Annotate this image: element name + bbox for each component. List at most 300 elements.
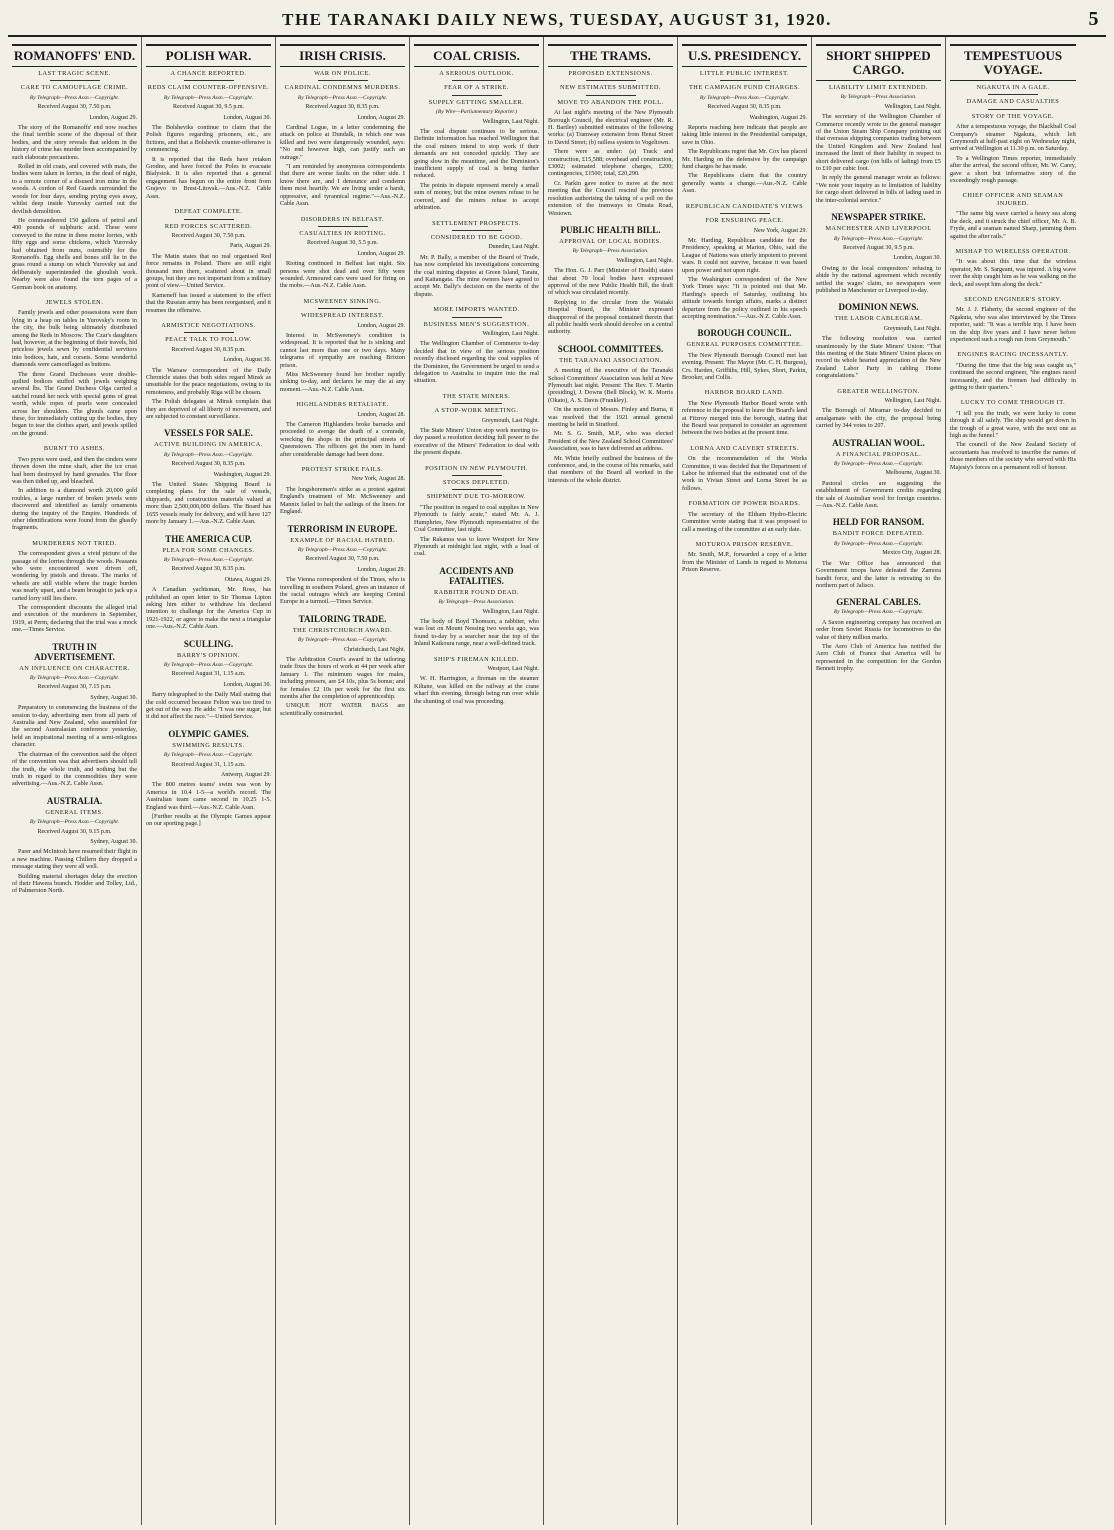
article-paragraph: Pastoral circles are suggesting the establishment of Government credits regarding the sale of Australian wool for foreign countries.—Aus.-N.Z. Cable Assn. (816, 479, 941, 510)
article-paragraph: The correspondent discounts the alleged trial and execution of the murderers in September, 1919, at Perm, declaring that the trial was a mock one.—Times Service. (12, 604, 137, 634)
article-paragraph: Rioting continued in Belfast last night. Six persons were shot dead and over fifty were wounded. Armoured cars were used for firing on the mobs.—Aus.-N.Z. Cable Assn. (280, 260, 405, 290)
article-paragraph: The secretary of the Wellington Chamber of Commerce recently wrote to the general manager of the Union Steam Ship Company pointing out that overseas shipping companies trading between the United Kingdom and New Zealand had increased the limit of their liability in respect to short delivered cargo (on bills of lading) from £5 to £10 per cubic foot. (816, 113, 941, 173)
article-headline: GENERAL CABLES. (836, 597, 921, 608)
article-paragraph: Mr. Smith, M.P., forwarded a copy of a letter from the Minister of Lands in regard to Moturoa Prison Reserve. (682, 551, 807, 574)
article-paragraph: The State Miners' Union stop work meeting to-day passed a resolution deciding full power to the executive of the Miners' Federation to deal with the present dispute. (414, 427, 539, 457)
article-credit: By Telegraph—Press Assn.—Copyright. (833, 461, 924, 468)
article-subheading: SHIP'S FIREMAN KILLED. (433, 655, 520, 663)
divider (452, 80, 502, 81)
article-credit: By Telegraph—Press Assn.—Copyright. (297, 94, 388, 101)
article-paragraph: Interest in McSweeney's condition is widespread. It is reported that he is sinking and cannot last more than one or two days. Many telegrams of sympathy are reaching Brixton prison. (280, 331, 405, 369)
article-paragraph: Kameneff has issued a statement to the effect that the Russian army has been reorganised, and it resumes the offensive. (146, 291, 271, 314)
article-paragraph: He commandeered 150 gallons of petrol and 400 pounds of sulphuric acid. These were conveyed to the mine in three motor lorries, with fifty eggs and some chickens, which Yurovsky had obtained from nuns, ostensibly for the Romanoffs. Egg shells and bones still lie in the grass round a stump on which Yurovsky sat and deliberately superintended the ghoulish work. Nearby were also found the torn pages of a German book on anatomy. (12, 216, 137, 291)
masthead (8, 6, 1106, 37)
article-subheading: A SERIOUS OUTLOOK. (439, 70, 514, 77)
article-headline: SCHOOL COMMITTEES. (557, 343, 664, 354)
article-paragraph: The coal dispute continues to be serious. Definite information has reached Wellington that the coal miners intend to stop work if their demands are not conceded quickly. They are going slow in the meantime, and the Dominion's insufficient supply of coal is being further reduced. (414, 128, 539, 180)
article-dateline: Washington, August 29. (213, 471, 271, 478)
article-subheading: FEAR OF A STRIKE. (444, 84, 509, 92)
article-paragraph: Preparatory to commencing the business of the session to-day, advertising men from all parts of Australia and New Zealand, who assembled for the second Australasian conference yesterday, held an inspirational meeting of a semi-religious character. (12, 704, 137, 749)
article-subheading: NGAKUTA IN A GALE. (976, 84, 1050, 91)
article-paragraph: W. H. Harrington, a fireman on the steamer Kiltane, was killed on the railway at the crane wharf this evening, through being run over while the shunting of coal was proceeding. (414, 675, 539, 705)
article-dateline: Greymouth, Last Night. (883, 325, 941, 332)
article-received: Received August 30, 7.50 p.m. (37, 104, 112, 111)
article-paragraph: There were as under: (a) Track and construction, £15,588; overhead and construction, £3002; estimated telephone charges, £200; contingencies, £1500; total, £20,290. (548, 148, 673, 178)
column-3 (276, 37, 410, 1525)
article-subheading: DAMAGE AND CASUALTIES (966, 98, 1060, 106)
article-subheading: WIDESPREAD INTEREST. (301, 312, 384, 320)
article-received: Received August 30, 7.15 p.m. (37, 684, 112, 691)
article-dateline: New York, August 28. (351, 476, 405, 483)
article-subheading: A FINANCIAL PROPOSAL. (835, 450, 922, 458)
article-dateline: London, August 29. (357, 566, 405, 573)
article-headline: IRISH CRISIS. (280, 44, 405, 67)
article-paragraph: The 800 metres teams' swim was won by America in 10.4 1-5—a world's record. The Australian team came second in 10.25 1-5. England was third.—Aus.-N.Z. Cable Assn. (146, 781, 271, 811)
article-paragraph: Owing to the local compositors' refusing to abide by the national agreement which recently settled the wages' claim, no newspapers were published in Manchester or Liverpool to-day. (816, 264, 941, 294)
article-paragraph: In reply the general manager wrote as follows: "We note your inquiry as to limitation of liability for cargo short delivered in bills of lading used in the inter-colonial service." (816, 174, 941, 204)
article-subheading: THE STATE MINERS. (442, 392, 511, 400)
article-headline: U.S. PRESIDENCY. (682, 44, 807, 67)
article-paragraph: "It was about this time that the wireless operator, Mr. S. Sargeant, was injured. A big wave over the ship caught him as he was walking on the deck, and swept him along the deck." (950, 258, 1076, 288)
article-paragraph: On the motion of Messrs. Finley and Burna, it was resolved that the 1921 annual general meeting be held in Stratford. (548, 406, 673, 429)
divider (50, 80, 100, 81)
article-paragraph: Cardinal Logue, in a letter condemning the attack on police at Dundalk, in which one was killed and two were dangerously wounded, says: "No end however high, can justify such an outrage." (280, 124, 405, 161)
article-subheading: HARBOR BOARD LAND. (704, 389, 785, 397)
article-subheading: A CHANCE REPORTED. (170, 70, 247, 77)
article-paragraph: To a Wellington Times reporter, immediately after the arrival, the second officer, Mr. W. Carey, gave a short but informative story of the exceedingly rough passage. (950, 154, 1076, 185)
article-subheading: REPUBLICAN CANDIDATE'S VIEWS (685, 202, 804, 210)
article (950, 44, 1076, 184)
article-paragraph: After a tempestuous voyage, the Blackball Coal Company's steamer Ngakuta, which left Greymouth at half-past eight on Wednesday night, arrived at Wellington at 11.30 p.m. on Saturday. (950, 123, 1076, 153)
divider (452, 317, 502, 318)
article-received: Received August 31, 1.15 a.m. (171, 761, 246, 768)
article-dateline: London, August 30. (223, 357, 271, 364)
column-8 (946, 37, 1080, 1525)
article-dateline: London, August 28. (357, 411, 405, 418)
article-headline: PUBLIC HEALTH BILL. (560, 224, 661, 235)
article (816, 302, 941, 379)
article-credit: By Telegraph—Press Assn.—Copyright. (163, 556, 254, 563)
column-6 (678, 37, 812, 1525)
article-headline: ACCIDENTS AND FATALITIES. (439, 565, 514, 586)
article-credit: By Telegraph—Press Assn.—Copyright. (29, 675, 120, 682)
divider (318, 226, 368, 227)
article (682, 389, 807, 436)
article-subheading: MURDERERS NOT TRIED. (32, 539, 117, 547)
column-2 (142, 37, 276, 1525)
article-received: Received August 30, 7.50 p.m. (305, 556, 380, 563)
article (816, 212, 941, 294)
divider (318, 308, 368, 309)
article-subheading: PROPOSED EXTENSIONS. (568, 70, 653, 77)
article-paragraph: The body of Boyd Thomson, a rabbiter, who was lost on Mount Nessing two weeks ago, was found to-day by a searcher near the top of the Inland Kaikoura range, near a well-defined track. (414, 617, 539, 648)
article (414, 656, 539, 705)
article (414, 393, 539, 457)
article (682, 445, 807, 492)
article (12, 44, 137, 291)
article-subheading: LORNA AND CALVERT STREETS. (690, 444, 799, 452)
article-subheading: APPROVAL OF LOCAL BODIES. (559, 237, 662, 245)
article-paragraph: The Washington correspondent of the New York Times says: "It is pointed out that Mr. Harding's speech of Saturday, outlining his attitude towards foreign affairs, marks a distinct departure from the policy outlined in his speech accepting nomination."—Aus.-N.Z. Cable Assn. (682, 275, 807, 320)
article-headline: TRUTH IN ADVERTISEMENT. (34, 641, 115, 662)
article-subheading: BARRY'S OPINION. (176, 651, 241, 659)
article-paragraph: Reports reaching here indicate that people are taking little interest in the Presidential campaign, save in Ohio. (682, 124, 807, 146)
article (816, 597, 941, 672)
article-paragraph: Two pyres were used, and then the cinders were thrown down the mine shaft, after the ice crust had been destroyed by hand grenades. The floor was then tidied up, and bleached. (12, 455, 137, 485)
article (816, 388, 941, 430)
divider (452, 475, 502, 476)
article-received: Received August 30, 8.35 p.m. (171, 461, 246, 468)
article-paragraph: The Hon. G. J. Parr (Minister of Health) states that about 70 local bodies have expressed approval of the new Public Health Bill, the draft of which was circulated recently. (548, 267, 673, 297)
article-subheading: GENERAL PURPOSES COMMITTEE. (686, 341, 803, 349)
article (280, 216, 405, 290)
article (146, 729, 271, 828)
article-paragraph: The three Grand Duchesses wore double-quilted bodices stuffed with jewels weighing several lbs. The Grand Duchess Olga carried a satchel round her neck with special gems of great worth, while ropes of pearls were concealed across her shoulders. The ghouls came upon these, for immediately cutting up the bodies, they began to tear the clothes apart, and jewels spilled on the ground. (12, 370, 137, 437)
article-paragraph: Miss McSweeney found her brother rapidly sinking to-day, and declares he may die at any moment.—Aus.-N.Z. Cable Assn. (280, 371, 405, 393)
article-paragraph: The Polish delegates at Minsk complain that they are deprived of all liberty of movement, and are subjected to constant surveillance. (146, 398, 271, 421)
article-paragraph: Rolled in old coats, and covered with mats, the bodies were taken in lorries, in the dead of night, to a remote corner of a disused iron mine in the woods. A cordon of Red Guards surrounded the woods for four days, sending prying eyes away, whilst deep inside Yurovsky carried out the devilish demolition. (12, 163, 137, 215)
article-headline: AUSTRALIA. (46, 795, 103, 806)
article (280, 466, 405, 515)
article-dateline: Wellington, Last Night. (884, 398, 941, 404)
article (280, 524, 405, 606)
article-headline: SHORT SHIPPED CARGO. (816, 44, 941, 81)
article-dateline: Antwerp, August 29. (221, 772, 271, 779)
divider (452, 489, 502, 490)
article-headline: VESSELS FOR SALE. (164, 428, 253, 439)
divider (184, 332, 234, 333)
article-paragraph: The United States Shipping Board is completing plans for the sale of vessels, shipyards, and construction materials valued at more than 2,500,000,000 dollars. The Board has 1655 vessels ready for delivery, and will have 127 more by January 1.—Aus.-N.Z. Cable Assn. (146, 481, 271, 526)
article (682, 44, 807, 195)
article (146, 208, 271, 314)
article-headline: TERRORISM IN EUROPE. (287, 523, 398, 534)
article (682, 328, 807, 381)
page-number: 5 (1088, 8, 1100, 30)
article-paragraph: The points in dispute represent merely a small sum of money, but the mine owners refuse to be coerced, and the miners refuse to accept arbitration. (414, 181, 539, 212)
article-subheading: CASUALTIES IN RIOTING. (299, 229, 386, 237)
article-credit: By Telegraph—Press Assn.—Copyright. (163, 752, 254, 759)
article-dateline: Wellington, Last Night. (482, 118, 539, 125)
divider (988, 109, 1038, 110)
article-subheading: THE TARANAKI ASSOCIATION. (559, 356, 662, 364)
columns-container (8, 37, 1106, 1525)
article-paragraph: The following resolution was carried unanimously by the State Miners' Union: "That this meeting of the State Miners' Union places on record its whole hearted appreciation of the New Zealand Labor Party in cabling Home congratulations." (816, 335, 941, 380)
article-paragraph: The secretary of the Eltham Hydro-Electric Committee wrote stating that it was proposed to call a meeting of the committee at an early date. (682, 510, 807, 533)
article-subheading: MANCHESTER AND LIVERPOOL (825, 225, 932, 233)
article-paragraph: The War Office has announced that Government troops have defeated the Zamora bandit force, and the latter is retreating to the northern part of Jalisco. (816, 559, 941, 589)
article-received: Received August 30, 8.35 p.m. (707, 104, 782, 111)
article-subheading: SWIMMING RESULTS. (172, 741, 245, 749)
article-subheading: MCSWEENEY SINKING. (303, 297, 382, 305)
article-headline: OLYMPIC GAMES. (168, 728, 249, 739)
article-subheading: SUPPLY GETTING SMALLER. (428, 98, 525, 106)
article-subheading: PROTEST STRIKE FAILS. (301, 466, 384, 474)
article-headline: POLISH WAR. (146, 44, 271, 67)
article-subheading: FORMATION OF POWER BOARDS. (688, 500, 801, 508)
article-paragraph: The Warsaw correspondent of the Daily Chronicle states that both sides regard Minsk as unsuitable for the peace negotiations, owing to its remoteness, and probably Riga will be chosen. (146, 366, 271, 396)
divider (452, 95, 502, 96)
article-subheading: HIGHLANDERS RETALIATE. (296, 401, 389, 409)
article-credit: By Telegraph—Press Assn.—Copyright. (29, 94, 120, 101)
article-dateline: Melbourne, August 30. (885, 470, 941, 477)
article-dateline: Washington, August 29. (749, 114, 807, 121)
article (280, 44, 405, 208)
column-4 (410, 37, 544, 1525)
article-paragraph: A Saxon engineering company has received an order from Soviet Russia for locomotives to the value of thirty million marks. (816, 618, 941, 641)
article-paragraph: The story of the Romanoffs' end now reaches the final terrible scene of the disposal of their bodies, and the story reveals that seldom in the history of crime has murder been accompanied by such elaborate precautions. (12, 124, 137, 161)
article-paragraph: The correspondent gives a vivid picture of the passage of the lorries through the woods. Peasants who were encountered were driven off, wondering by pistols and threats. The marks of wheels are still visible where the tragic burden was nearly upset, and a beam brought to jack up a carted lorry still lies there. (12, 550, 137, 602)
article-dateline: New York, August 29. (753, 227, 807, 234)
article-paragraph: [Further results at the Olympic Games appear on our sporting page.] (146, 813, 271, 828)
article (146, 322, 271, 420)
article-subheading: LIABILITY LIMIT EXTENDED. (828, 84, 929, 91)
article (950, 399, 1076, 471)
article-subheading: BURNT TO ASHES. (43, 445, 106, 453)
article-headline: ROMANOFFS' END. (12, 44, 137, 67)
article-paragraph: The New Plymouth Borough Council met last evening. Present: The Mayor (Mr. C. H. Burgess), Crs. Harden, Griffiths, Hill, Sykes, Short, Parkin, Brooker, and Collis. (682, 351, 807, 381)
article-dateline: London, August 30. (223, 114, 271, 121)
article-dateline: London, August 29. (357, 250, 405, 257)
article-headline: COAL CRISIS. (414, 44, 539, 67)
article (414, 465, 539, 558)
article-dateline: London, August 30. (223, 681, 271, 688)
article-subheading: THE LABOR CABLEGRAM. (834, 315, 923, 323)
article-received: Received August 30, 9.15 p.m. (37, 828, 112, 835)
article-received: Received August 30, 9.5 p.m. (173, 104, 244, 111)
article-subheading: BANDIT FORCE DEFEATED. (832, 530, 925, 538)
article-subheading: RED FORCES SCATTERED. (164, 222, 253, 230)
article-paragraph: The Cameron Highlanders broke barracks and proceeded to avenge the death of a comrade, wrecking the shops in the principal streets of Queenstown. The officers got the men in hand after considerable damage had been done. (280, 421, 405, 458)
article-credit: By Telegraph—Press Assn.—Copyright. (297, 546, 388, 553)
article (12, 445, 137, 531)
article-subheading: SHIPMENT DUE TO-MORROW. (426, 493, 527, 501)
article-dateline: Mexico City, August 28. (882, 550, 941, 557)
article-paragraph: "The position in regard to coal supplies in New Plymouth is fairly acute," stated Mr. A. J. Humphries, New Plymouth representative of the Coal Committee, last night. (414, 503, 539, 534)
article-subheading: POSITION IN NEW PLYMOUTH. (425, 464, 528, 472)
article-credit: By Telegraph—Press Assn.—Copyright. (297, 637, 388, 644)
article-dateline: Wellington, Last Night. (616, 257, 673, 264)
article (146, 534, 271, 631)
article (414, 566, 539, 648)
article-received: Received August 30, 8.35 p.m. (171, 566, 246, 573)
article-credit: By Telegraph—Press Association. (572, 248, 649, 255)
article-subheading: CHIEF OFFICER AND SEAMAN INJURED. (962, 192, 1064, 207)
article-subheading: ENGINES RACING INCESSANTLY. (957, 351, 1069, 359)
masthead-title: THE TARANAKI DAILY NEWS, TUESDAY, AUGUST 31, 1920. (282, 10, 832, 29)
article-headline: NEWSPAPER STRIKE. (831, 212, 926, 223)
article-credit: By Telegraph—Press Assn.—Copyright. (163, 94, 254, 101)
article-paragraph: Mr. Harding, Republican candidate for the Presidency, speaking at Marion, Ohio, said the League of Nations was utterly impotent to prevent wars. It could not survive, because it was based upon power and not upon right. (682, 236, 807, 274)
article-paragraph: The Bolsheviks continue to claim that the Polish figures regarding prisoners, etc., are fictions, and that a Bolshevik counter-offensive is commencing. (146, 124, 271, 154)
article-paragraph: A meeting of the executive of the Taranaki School Committees' Association was held at New Plymouth last night. Present: The Rev. T. Martin (presiding), J. Downs (Bell Block), W. K. Morris (Okato), A. S. Davis (Frankley). (548, 367, 673, 404)
article-dateline: London, August 29. (357, 322, 405, 329)
article-subheading: ARMISTICE NEGOTIATIONS. (161, 321, 256, 329)
article-paragraph: The Wellington Chamber of Commerce to-day decided that in view of the serious position recently disclosed regarding the coal supplies of the Dominion, the Government be urged to send a delegation to Australia to inquire into the real situation. (414, 340, 539, 385)
article-paragraph: "The same big wave carried a heavy sea along the deck, and it struck the chief officer, Mr. A. B. Fryde, and a seaman named Sharp, jamming them against the after rails." (950, 210, 1076, 240)
article (12, 796, 137, 895)
article (12, 299, 137, 437)
article-subheading: THE CHRISTCHURCH AWARD. (292, 626, 393, 634)
article-subheading: SETTLEMENT PROSPECTS. (432, 219, 521, 227)
article-paragraph: The Rakanoa was to leave Westport for New Plymouth at midnight last night, with a load of coal. (414, 535, 539, 558)
article-received: Received August 30, 9.5 p.m. (843, 244, 914, 251)
article-headline: BOROUGH COUNCIL. (697, 328, 792, 339)
article (12, 540, 137, 634)
article-subheading: CARE TO CAMOUFLAGE CRIME. (20, 84, 129, 92)
article-dateline: London, August 29. (357, 114, 405, 121)
article-dateline: London, August 30. (893, 255, 941, 262)
article-subheading: DISORDERS IN BELFAST. (300, 215, 385, 223)
article (280, 298, 405, 393)
article (682, 500, 807, 533)
article-headline: DOMINION NEWS. (838, 302, 919, 313)
article-paragraph: The Matin states that no real organised Red force remains in Poland. There are still eight thousand men there, scattered about in small groups, but they are not important from a military point of view.—United Service. (146, 252, 271, 290)
article (414, 306, 539, 385)
article-subheading: STORY OF THE VOYAGE. (971, 112, 1055, 120)
article-subheading: MOTUROA PRISON RESERVE. (695, 540, 794, 548)
article (146, 44, 271, 200)
article-paragraph: Building material shortages delay the erection of their Hawera branch. Hodder and Tolley, Ltd., of Palmerston North. (12, 872, 137, 895)
article-subheading: PLEA FOR SOME CHANGES. (162, 546, 255, 554)
article-paragraph: The Vienna correspondent of the Times, who is travelling in southern Poland, gives an instance of the racial outrages which are keeping Central Europe in a turmoil.—Times Service. (280, 576, 405, 606)
article-subheading: DEFEAT COMPLETE. (174, 208, 243, 216)
article-dateline: Dunedin, Last Night. (488, 244, 539, 251)
article (146, 639, 271, 721)
article-subheading: LUCKY TO COME THROUGH IT. (960, 399, 1066, 407)
article-paragraph: The Arbitration Court's award in the tailoring trade fixes the hours of work at 44 per week after January 1. The minimum wages for males, including pressers, are £4 10s, plus 5s bonus; and for females £2 10s per week for the first six months after the completion of apprenticeship. (280, 655, 405, 700)
article-subheading: REDS CLAIM COUNTER-OFFENSIVE. (147, 84, 270, 92)
article-dateline: Christchurch, Last Night. (344, 646, 405, 653)
article-received: Received August 31, 1.15 a.m. (171, 671, 246, 678)
article (12, 642, 137, 788)
article-paragraph: "I am reminded by anonymous correspondents that there are worse faults on the other side. I know there are, and I denounce and condemn them most heartily. We are living under a harsh, oppressive, and tyrannical regime."—Aus.-N.Z. Cable Assn. (280, 163, 405, 208)
article-received: Received August 30, 5.5 p.m. (307, 240, 378, 247)
article-paragraph: Barry telegraphed to the Daily Mail stating that the cold occurred because Felton was too tired to get out of the way. He adds: "I was one sugar, but it did not affect the race."—United Service. (146, 691, 271, 721)
article-paragraph: At last night's meeting of the New Plymouth Borough Council, the electrical engineer (Mr. R. H. Bartley) submitted estimates of the following works: (a) Tramway extension from Henui Street to David Street; (b) railless system to Vogeltown. (548, 109, 673, 146)
column-5 (544, 37, 678, 1525)
divider (586, 80, 636, 81)
article-headline: SCULLING. (183, 638, 234, 649)
divider (184, 80, 234, 81)
article-credit: By Telegraph—Press Assn.—Copyright. (29, 819, 120, 826)
article-credit: By Telegraph—Press Assn.—Copyright. (833, 540, 924, 547)
article-headline: AUSTRALIAN WOOL. (832, 437, 925, 448)
article-subheading: EXAMPLE OF RACIAL HATRED. (290, 536, 395, 544)
article-dateline: Paris, August 29. (229, 243, 271, 250)
article-paragraph: The Republicans regret that Mr. Cox has placed Mr. Harding on the defensive by the campaign fund charges he has made. (682, 148, 807, 171)
article-received: Received August 30, 7.50 p.m. (171, 232, 246, 239)
article-paragraph: In addition to a diamond worth 20,000 gold roubles, a large number of broken jewels were discovered and identified as family ornaments during the inquiry of the Empire. Hundreds of other identifications were found from the ghastly fragments. (12, 487, 137, 532)
article-headline: HELD FOR RANSOM. (832, 517, 925, 528)
article-paragraph: It is reported that the Reds have retaken Grodno, and have forced the Poles to evacuate Bialystok. It is also reported that a general engagement has begun on the entire front from Grajevo to Brest-Litovsk.—Aus.-N.Z. Cable Assn. (146, 155, 271, 200)
article (682, 541, 807, 574)
article-credit: By Telegraph—Press Assn.—Copyright. (833, 235, 924, 242)
article-subheading: SECOND ENGINEER'S STORY. (964, 295, 1062, 303)
article-subheading: THE CAMPAIGN FUND CHARGES. (688, 84, 801, 92)
article-paragraph: Mr. White briefly outlined the business of the conference, and, in the course of his remarks, said that members of the Board all worked in the interests of the whole district. (548, 454, 673, 484)
article (950, 296, 1076, 343)
article-subheading: GENERAL ITEMS. (45, 808, 104, 816)
article-subheading: PEACE TALK TO FOLLOW. (165, 336, 252, 344)
article-paragraph: Mr. J. J. Flaherty, the second engineer of the Ngakuta, who was also interviewed by the Times reporter, said: "It was a terrible trip. I have been on the ship five years and I have never before experienced such a rough run from Greymouth." (950, 306, 1076, 343)
column-7 (812, 37, 946, 1525)
article-subheading: GREATER WELLINGTON. (837, 387, 920, 395)
article-subheading: BUSINESS MEN'S SUGGESTION. (423, 320, 530, 328)
article-credit: By Telegraph—Press Assn.—Copyright. (163, 661, 254, 668)
article-dateline: Wellington, Last Night. (482, 330, 539, 337)
article-subheading: NEW ESTIMATES SUBMITTED. (560, 84, 661, 92)
article-subheading: CARDINAL CONDEMNS MURDERS. (284, 84, 401, 92)
article-paragraph: "During the time that the big seas caught us," continued the second engineer, "the engines raced incessantly, and the firemen had difficulty in getting to their quarters." (950, 361, 1076, 391)
article-credit: (By Wire—Parliamentary Reporter.) (435, 109, 518, 116)
divider (318, 80, 368, 81)
article-paragraph: Cr. Parkin gave notice to move at the next meeting that the Council rescind the previous resolution authorising the taking of a poll on the extension of the tramways to Omata Road, Westown. (548, 179, 673, 217)
article (414, 220, 539, 299)
article-dateline: Westport, Last Night. (487, 665, 539, 672)
article-paragraph: "I tell you the truth, we were lucky to come through it all safely. The ship would get down in the trough of a great wave, with the next one as high as the funnel." (950, 409, 1076, 440)
divider (586, 95, 636, 96)
divider (720, 213, 770, 214)
article-paragraph: The council of the New Zealand Society of accountants has resolved to inscribe the names of those members of the society who served with His Majesty's forces on a permanent roll of honour. (950, 441, 1076, 471)
article-paragraph: The Borough of Miramar to-day decided to amalgamate with the city, the proposal being carried by 344 votes to 207. (816, 407, 941, 430)
article-subheading: MISHAP TO WIRELESS OPERATOR. (955, 247, 1071, 255)
article-subheading: CONSIDERED TO BE GOOD. (430, 233, 523, 241)
article-headline: TAILORING TRADE. (298, 613, 387, 624)
article-subheading: LITTLE PUBLIC INTEREST. (699, 70, 790, 77)
article (682, 203, 807, 321)
article-subheading: WAR ON POLICE. (314, 70, 371, 77)
article (548, 225, 673, 336)
article-subheading: RABBITER FOUND DEAD. (433, 588, 520, 596)
article-paragraph: Family jewels and other possessions were then lying in a heap on tables in Yurovsky's room in the city, the bulk being ultimately distributed among the Reds in Moscow. The Czar's daughters had, however, at the beginning of their travels, hid priceless jewels sewn by confidential servitors into bodices, hats, and corsets. Some wonderful diamonds were camouflaged as buttons. (12, 309, 137, 369)
article-credit: By Telegraph—Press Association. (840, 94, 917, 101)
article-dateline: Greymouth, Last Night. (481, 417, 539, 424)
article-dateline: London, August 29. (89, 114, 137, 121)
article-credit: By Telegraph—Press Association. (438, 599, 515, 606)
article-paragraph: The chairman of the convention said the object of the convention was that advertisers should tell the truth, the whole truth, and nothing but the truth in regard to the commodities they were advertising.—Aus.-N.Z. Cable Assn. (12, 750, 137, 788)
divider (988, 94, 1038, 95)
article-subheading: MOVE TO ABANDON THE POLL. (557, 98, 664, 106)
article-subheading: MORE IMPORTS WANTED. (433, 306, 520, 314)
article-headline: TEMPESTUOUS VOYAGE. (950, 44, 1076, 81)
article-paragraph: On the recommendation of the Works Committee, it was decided that the Department of Labor be informed that the estimated cost of the work in Vivian Street and Lorna Street be as follows. (682, 455, 807, 492)
article-paragraph: Parer and McIntosh have resumed their flight in a new machine. Passing Chillern they dropped a message stating they were all well. (12, 848, 137, 871)
article-paragraph: The Aero Club of America has notified the Aero Club of France that America will be represented in the competition for the Gordon Bennett trophy. (816, 642, 941, 673)
article-credit: By Telegraph—Press Assn.—Copyright. (699, 94, 790, 101)
article-paragraph: Mr. P. Bally, a member of the Board of Trade, has now completed his investigations concerning the coal mining disputes at Green Island, Taratu, and Kaitangata. The mine owners have agreed to accept Mr. Bally's decision on the merits of the dispute. (414, 253, 539, 298)
article-dateline: Sydney, August 30. (90, 694, 137, 701)
article-subheading: STOCKS DEPLETED. (442, 479, 510, 487)
article (548, 344, 673, 485)
article-received: Received August 30, 8.35 p.m. (305, 104, 380, 111)
divider (452, 403, 502, 404)
article (414, 44, 539, 212)
article (816, 517, 941, 589)
article-subheading: ACTIVE BUILDING IN AMERICA. (154, 441, 263, 449)
article-paragraph: UNIQUE HOT WATER BAGS are scientifically constructed. (280, 702, 405, 717)
article (146, 428, 271, 525)
article-paragraph: Replying to the circular from the Waitaki Hospital Board, the Minister expressed disapproval of the proposal contained therein that all public health work should devolve on a central authority. (548, 298, 673, 336)
divider (720, 80, 770, 81)
article-received: Received August 30, 8.35 p.m. (171, 346, 246, 353)
article (280, 401, 405, 458)
article (950, 351, 1076, 391)
article (950, 192, 1076, 239)
article-paragraph: A Canadian yachtsman, Mr. Ross, has published an open letter to Sir Thomas Lipton asking him either to withdraw his declared intention to challenge for the America Cup in 1921-1922, or agree to make the next a triangular one.—Aus.-N.Z. Cable Assn. (146, 586, 271, 631)
article-subheading: FOR ENSURING PEACE. (705, 217, 784, 225)
article-credit: By Telegraph—Press Assn.—Copyright. (163, 451, 254, 458)
article-subheading: JEWELS STOLEN. (45, 298, 104, 306)
